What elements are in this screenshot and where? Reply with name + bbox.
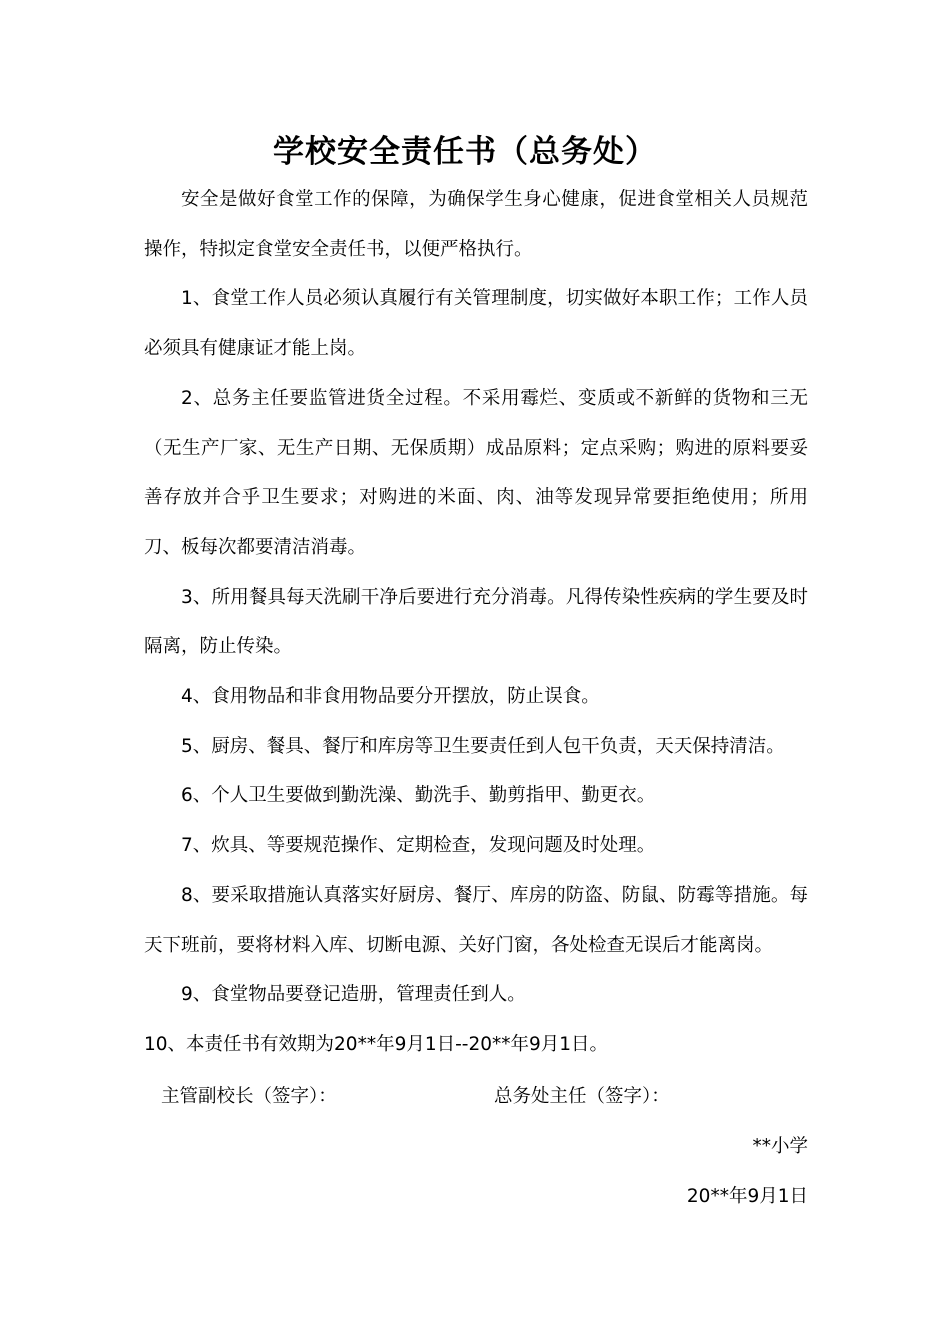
document-date: 20**年9月1日 — [686, 1186, 808, 1207]
clause-6: 6、个人卫生要做到勤洗澡、勤洗手、勤剪指甲、勤更衣。 — [181, 785, 656, 807]
clause-3: 3、所用餐具每天洗刷干净后要进行充分消毒。凡得传染性疾病的学生要及时隔离，防止传染。 — [144, 586, 808, 658]
clause-9: 9、食堂物品要登记造册，管理责任到人。 — [181, 984, 526, 1006]
clause-5: 5、厨房、餐具、餐厅和库房等卫生要责任到人包干负责，天天保持清洁。 — [181, 735, 785, 757]
document-body — [144, 175, 808, 1070]
clause-8: 8、要采取措施认真落实好厨房、餐厅、库房的防盗、防鼠、防霉等措施。每天下班前，要将材料入库、切断电源、关好门窗，各处检查无误后才能离岗。 — [144, 884, 808, 956]
clause-10: 10、本责任书有效期为20**年9月1日--20**年9月1日。 — [144, 1033, 609, 1055]
clause-7: 7、炊具、等要规范操作、定期检查，发现问题及时处理。 — [181, 835, 656, 857]
intro-paragraph: 安全是做好食堂工作的保障，为确保学生身心健康，促进食堂相关人员规范操作，特拟定食堂安全责任书，以便严格执行。 — [144, 189, 808, 260]
clause-4: 4、食用物品和非食用物品要分开摆放，防止误食。 — [181, 686, 600, 708]
signature-row — [0, 1074, 950, 1120]
clause-1: 1、食堂工作人员必须认真履行有关管理制度，切实做好本职工作；工作人员必须具有健康证才能上岗。 — [144, 288, 808, 360]
document-title: 学校安全责任书（总务处） — [273, 134, 657, 170]
school-name: **小学 — [752, 1136, 808, 1157]
vice-principal-signature-label: 主管副校长（签字）： — [161, 1086, 337, 1107]
clause-2: 2、总务主任要监管进货全过程。不采用霉烂、变质或不新鲜的货物和三无（无生产厂家、无生产日期、无保质期）成品原料；定点采购；购进的原料要妥善存放并合乎卫生要求；对购进的米面、肉、油等发现异常要拒绝使用；所用刀、板每次都要清洁消毒。 — [144, 387, 808, 558]
general-affairs-director-signature-label: 总务处主任（签字）： — [494, 1086, 670, 1107]
